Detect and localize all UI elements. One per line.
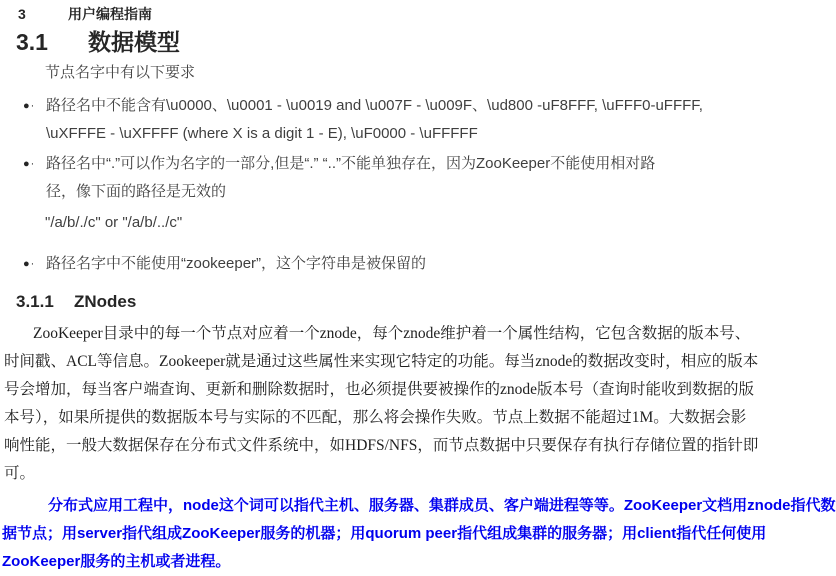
note-line: ZooKeeper服务的主机或者进程。: [2, 553, 231, 570]
bullet-item-path-chars: [0, 92, 802, 148]
intro-text: 节点名字中有以下要求: [45, 64, 196, 81]
paragraph-line: 本号），如果所提供的数据版本号与实际的不匹配，那么将会操作失败。节点上数据不能超过1M。大数据会影: [4, 409, 747, 426]
bullet-icon: ●·: [23, 258, 36, 270]
note-line: 分布式应用工程中，node这个词可以指代主机、服务器、集群成员、客户端进程等等。ZooKeeper文档用znode指代数: [48, 497, 836, 514]
bullet-icon: ●·: [23, 158, 36, 170]
znodes-paragraph: [4, 320, 798, 488]
note-line: 据节点；用server指代组成ZooKeeper服务的机器；用quorum peer指代组成集群的服务器；用client指代任何使用: [2, 525, 767, 542]
bullet-line: 路径名中不能含有\u0000、\u0001 - \u0019 and \u007F - \u009F、\ud800 -uF8FFF, \uFFF0-uFFFF,: [46, 97, 703, 114]
chapter-number: 3: [18, 6, 26, 22]
section-number: 3.1: [16, 29, 48, 55]
bullet-icon: ●·: [23, 100, 36, 112]
bullet-line: 路径名中“.”可以作为名字的一部分,但是“.” “..”不能单独存在，因为ZooKeeper不能使用相对路: [46, 155, 656, 172]
paragraph-line: 号会增加，每当客户端查询、更新和删除数据时，也必须提供要被操作的znode版本号（查询时能收到数据的版: [4, 381, 755, 398]
bullet-item-relative-path: [0, 150, 802, 206]
subsection-title: ZNodes: [74, 292, 137, 311]
chapter-title: 用户编程指南: [68, 6, 152, 22]
paragraph-line: ZooKeeper目录中的每一个节点对应着一个znode，每个znode维护着一个属性结构，它包含数据的版本号、: [33, 325, 751, 342]
chapter-heading: [18, 5, 802, 23]
path-example: "/a/b/./c" or "/a/b/../c": [45, 214, 183, 231]
section-title: 数据模型: [88, 29, 180, 55]
note-paragraph: [2, 492, 836, 576]
subsection-heading: [16, 290, 802, 314]
bullet-line: 径，像下面的路径是无效的: [46, 183, 227, 200]
bullet-item-reserved-word: [0, 250, 802, 278]
paragraph-line: 响性能，一般大数据保存在分布式文件系统中，如HDFS/NFS，而节点数据中只要保存有执行存储位置的指针即: [4, 437, 759, 454]
paragraph-line: 可。: [4, 465, 36, 482]
bullet-line: 路径名字中不能使用“zookeeper”，这个字符串是被保留的: [46, 255, 427, 272]
bullet-line: \uXFFFE - \uXFFFF (where X is a digit 1 - E), \uF0000 - \uFFFFF: [46, 125, 478, 142]
paragraph-line: 时间戳、ACL等信息。Zookeeper就是通过这些属性来实现它特定的功能。每当znode的数据改变时，相应的版本: [4, 353, 759, 370]
section-heading: [16, 28, 802, 56]
subsection-number: 3.1.1: [16, 292, 54, 311]
document-page: [0, 5, 836, 570]
